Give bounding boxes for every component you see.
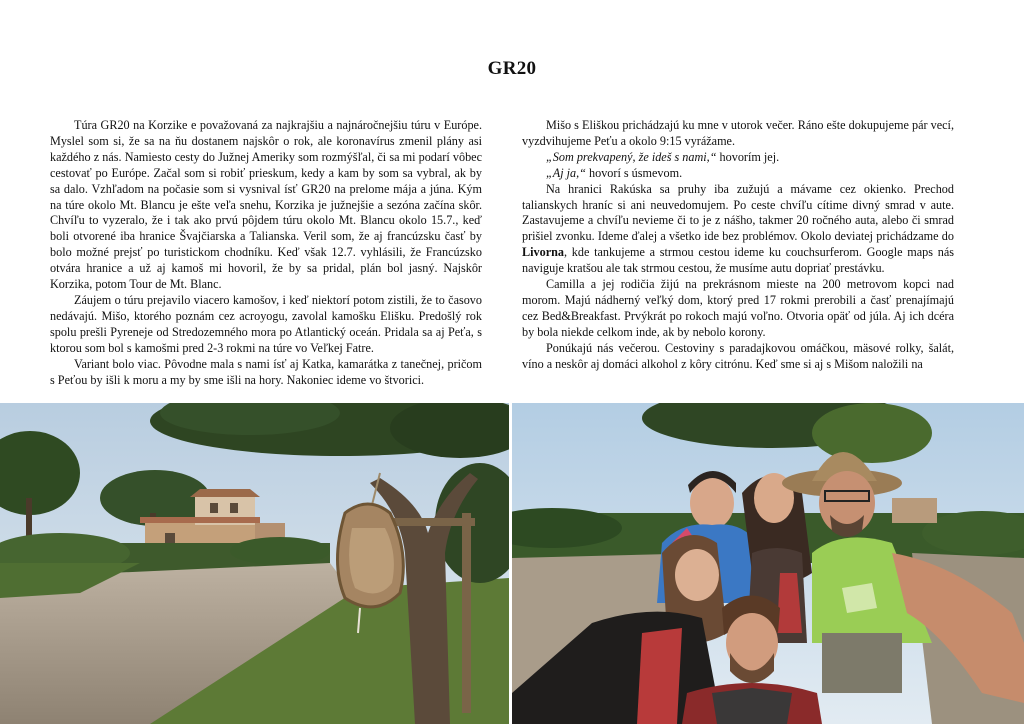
- page-title: GR20: [487, 58, 537, 79]
- paragraph: Ponúkajú nás večerou. Cestoviny s paradajkovou omáčkou, mäsové rolky, šalát, víno a neskôr aj domáci alkohol z kôry citrónu. Keď sme si aj s Mišom naložili na: [522, 340, 954, 371]
- paragraph: Záujem o túru prejavilo viacero kamošov, i keď niektorí potom zistili, že to časovo nedávajú. Mišo, ktorého poznám cez acroyogu, zavolal kamošku Elišku. Predošlý rok spolu prešli Pyreneje od Stredozemného mora po Atlantický oceán. Pridala sa aj Peťa, s ktorou som bol s kamošmi pred 2-3 rokmi na túre vo Veľkej Fatre.: [50, 292, 482, 355]
- quote: „Som prekvapený, že ideš s nami,“: [546, 149, 717, 164]
- quote-attribution: hovorím jej.: [716, 149, 780, 164]
- garden-photo: [0, 403, 509, 724]
- left-text-column: [50, 118, 482, 388]
- quote-attribution: hovorí s úsmevom.: [585, 165, 683, 180]
- paragraph: Camilla a jej rodičia žijú na prekrásnom mieste na 200 metrovom kopci nad morom. Majú nádherný veľký dom, ktorý pred 17 rokmi prerobili a časť prenajímajú cez Bed&Breakfast. Prvýkrát po rokoch majú voľno. Otvoria opäť od júla. Aj ich dcéra by bola niekde celkom inde, ak by nebolo korony.: [522, 277, 954, 339]
- paragraph: Variant bolo viac. Pôvodne mala s nami ísť aj Katka, kamarátka z tanečnej, pričom s Peťou by išli k moru a my by sme išli na hory. Nakoniec ideme vo štvorici.: [50, 356, 482, 387]
- group-selfie-photo: [512, 403, 1024, 724]
- dialog-line: [522, 166, 954, 182]
- place-name: Livorna: [522, 245, 564, 260]
- quote: „Aj ja,“: [546, 165, 586, 180]
- paragraph: Mišo s Eliškou prichádzajú ku mne v utorok večer. Ráno ešte dokupujeme pár vecí, vyzdvihujeme Peťu a okolo 9:15 vyrážame.: [522, 118, 954, 148]
- paragraph: Túra GR20 na Korzike e považovaná za najkrajšiu a najnáročnejšiu túru v Európe. Myslel som si, že sa na ňu dostanem najskôr o rok, ale koronavírus zmenil plány asi každého z nás. Namiesto cesty do Južnej Ameriky som rozmýšľal, či sa mi podarí vôbec cestovať po Európe. Začal som si robiť prieskum, kedy a kam by som sa vybral, ak by sa dalo. Vzhľadom na počasie som si vysnival ísť GR20 na prelome mája a júna. Kým na túre okolo Mt. Blancu je ešte veľa snehu, Korzika je južnejšie a sezóna začína skôr. Chvíľu to vyzeralo, že i tak ako prvú pôjdem túru okolo Mt. Blancu okolo 15.7., keď boli otvorené iba hranice Švajčiarska a Talianska. Veril som, že aj francúzsku časť by bolo možné prejsť po turistickom chodníku. Keď však 12.7. vyhlásili, že Francúzsko otvára hranice a už aj kamoš mi hovoril, že by sa pridal, plán bol jasný. Najskôr Korzika, potom Tour de Mt. Blanc.: [50, 118, 482, 292]
- paragraph: Na hranici Rakúska sa pruhy iba zužujú a mávame cez okienko. Prechod talianskych hraníc si ani neuvedomujem. Po ceste chvíľu cítime divný smrad v aute. Zastavujeme a chvíľu nevieme či to je z nášho, takmer 20 ročného auta, alebo či smrad prišiel zvonku. Ideme ďalej a všetko ide bez problémov. Okolo deviatej prichádzame do Livorna, kde tankujeme a strmou cestou ideme ku couchsurferom. Google maps nás naviguje kratšou ale tak strmou cestou, že musíme autu dopriať prestávku.: [522, 181, 954, 276]
- right-text-column: [522, 118, 954, 373]
- dialog-line: [522, 150, 954, 166]
